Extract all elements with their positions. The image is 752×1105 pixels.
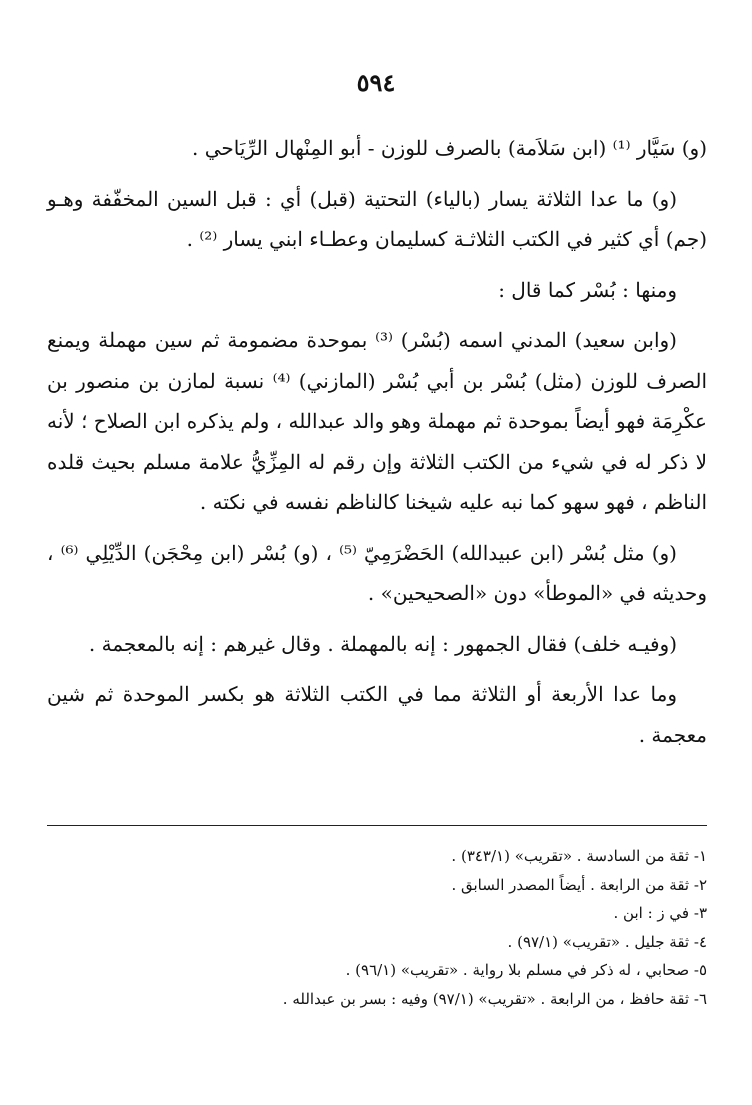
paragraph: وما عدا الأربعة أو الثلاثة مما في الكتب الثلاثة هو بكسر الموحدة ثم شين معجمة . xyxy=(47,682,707,747)
page-number: ٥٩٤ xyxy=(356,68,396,97)
paragraph: (وفيـه خلف) فقال الجمهور : إنه بالمهملة . وقال غيرهم : إنه بالمعجمة . xyxy=(88,631,677,656)
footnote-1: ١- ثقة من السادسة . «تقريب» (٣٤٣/١) . xyxy=(451,847,707,865)
paragraph: (و) ما عدا الثلاثة يسار (بالياء) التحتية (قبل) أي : قبل السين المخفّفة وهـو (جم) أي كثير في الكتب الثلاثـة كسليمان وعطـاء ابني يسار ⁽²⁾ . xyxy=(47,186,707,251)
paragraph: ومنها : بُسْر كما قال : xyxy=(498,277,677,302)
paragraph: (و) مثل بُسْر (ابن عبيدالله) الحَضْرَمِيّ ⁽⁵⁾ ، (و) بُسْر (ابن مِحْجَن) الدِّيْلِي ⁽⁶⁾ ، وحديثه في «الموطأ» دون «الصحيحين» . xyxy=(47,540,707,605)
footnote-5: ٥- صحابي ، له ذكر في مسلم بلا رواية . «تقريب» (٩٦/١) . xyxy=(345,961,707,979)
paragraph: (و) سَيَّار ⁽¹⁾ (ابن سَلاَمة) بالصرف للوزن - أبو المِنْهال الرِّيَاحي . xyxy=(192,136,707,160)
footnote-6: ٦- ثقة حافظ ، من الرابعة . «تقريب» (٩٧/١) وفيه : بسر بن عبدالله . xyxy=(282,989,707,1008)
footnote-3: ٣- في ز : ابن . xyxy=(613,904,707,922)
footnote-divider xyxy=(47,825,707,826)
footnotes xyxy=(47,842,707,1013)
main-text-body xyxy=(47,128,707,765)
footnote-4: ٤- ثقة جليل . «تقريب» (٩٧/١) . xyxy=(507,932,707,951)
paragraph: (وابن سعيد) المدني اسمه (بُسْر) ⁽³⁾ بموحدة مضمومة ثم سين مهملة ويمنع الصرف للوزن (مثل) بُسْر بن أبي بُسْر (المازني) ⁽⁴⁾ نسبة لمازن بن منصور بن عكْرِمَة فهو أيضاً بموحدة ثم مهملة وهو والد عبدالله ، ولم يذكره ابن الصلاح ؛ لأنه لا ذكر له في شيء من الكتب الثلاثة وإن رقم له المِزِّيُّ علامة مسلم بحيث قلده الناظم ، فهو سهو كما نبه عليه شيخنا كالناظم نفسه في نكته . xyxy=(47,328,708,514)
footnote-2: ٢- ثقة من الرابعة . أيضاً المصدر السابق . xyxy=(451,875,707,894)
